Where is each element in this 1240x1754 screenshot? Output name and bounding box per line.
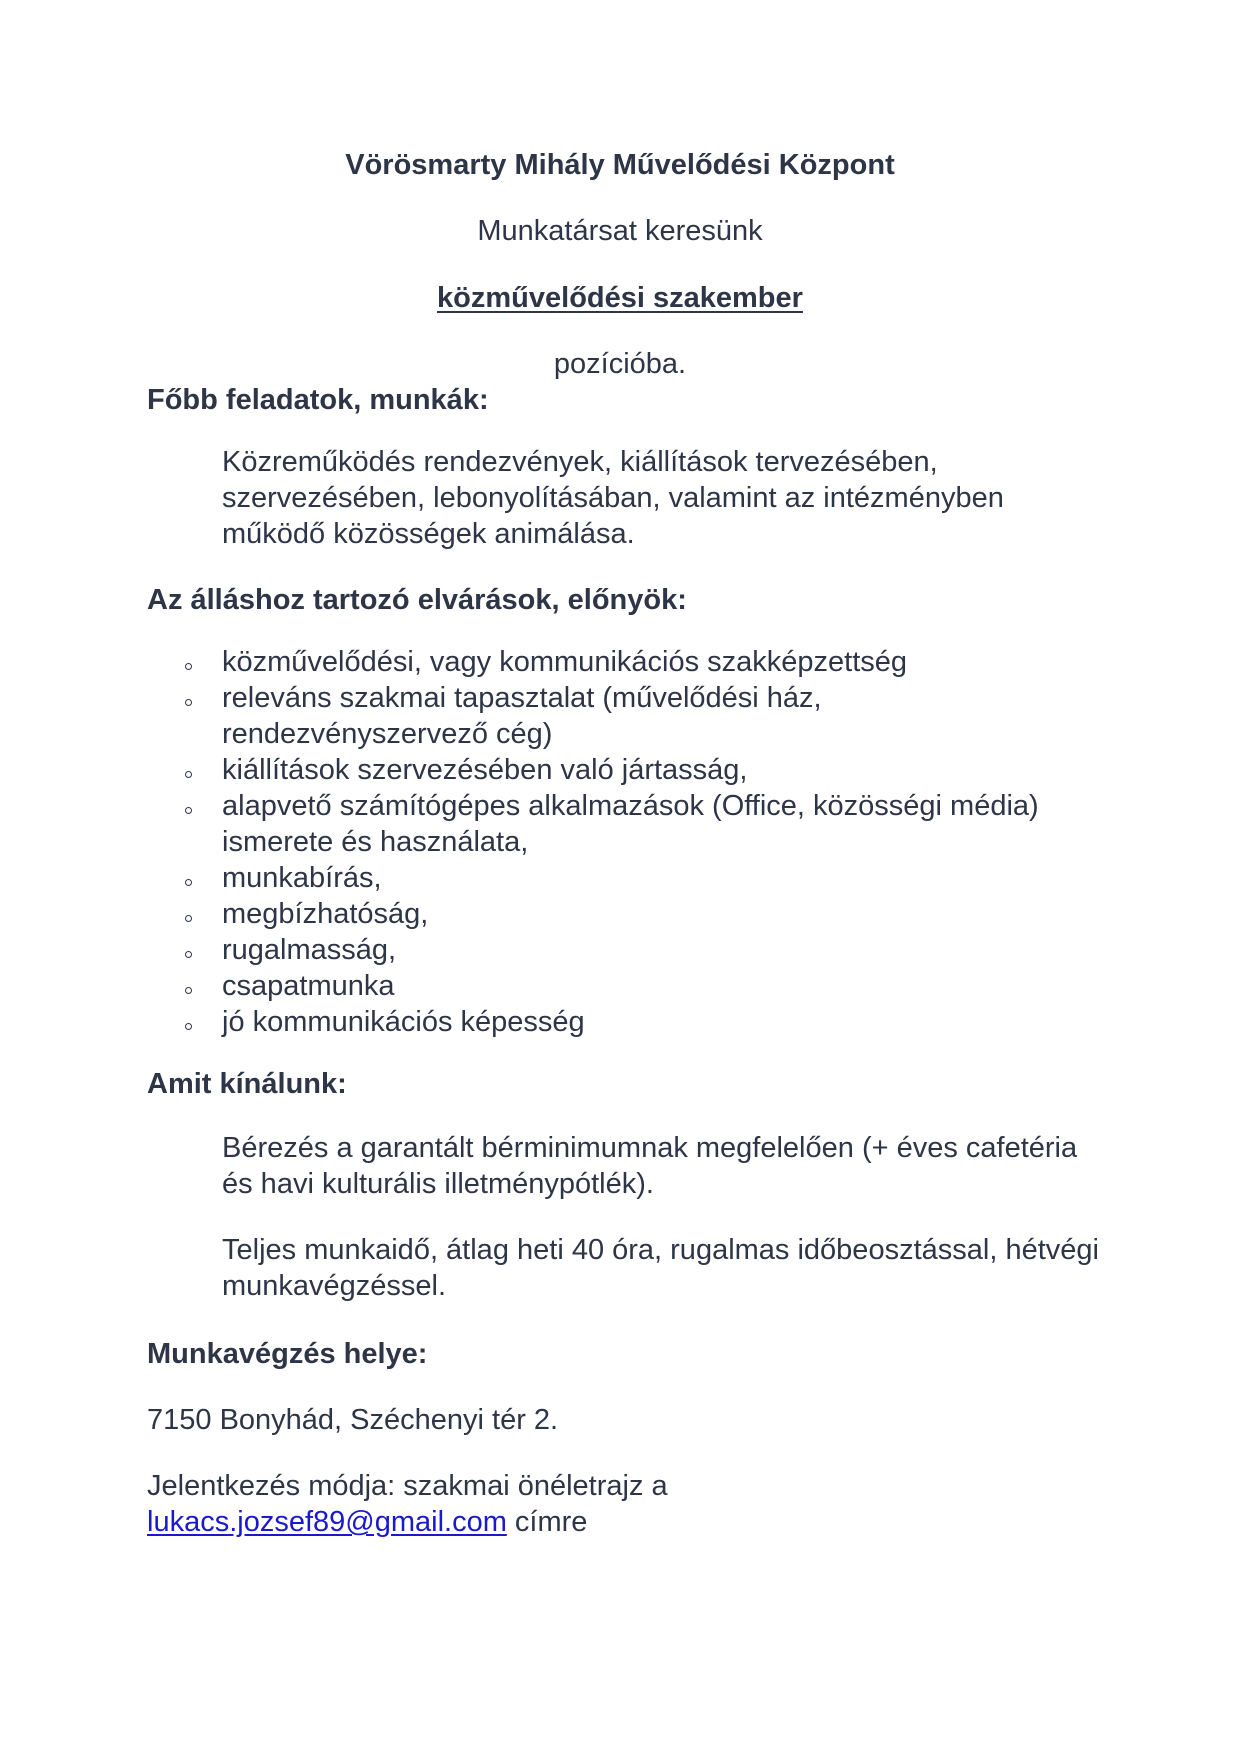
requirements-heading: Az álláshoz tartozó elvárások, előnyök: <box>147 584 687 616</box>
bullet-circle-icon <box>185 1023 192 1030</box>
location-address: 7150 Bonyhád, Széchenyi tér 2. <box>147 1404 559 1436</box>
list-item: megbízhatóság, <box>147 896 1087 932</box>
application-text <box>147 1468 767 1540</box>
bullet-circle-icon <box>185 771 192 778</box>
bullet-circle-icon <box>185 987 192 994</box>
position-title <box>0 280 1240 316</box>
bullet-circle-icon <box>185 879 192 886</box>
position-name: közművelődési szakember <box>437 282 803 314</box>
application-intro: Jelentkezés módja: szakmai önéletrajz a <box>147 1470 668 1502</box>
requirements-list <box>147 644 1087 1040</box>
bullet-circle-icon <box>185 951 192 958</box>
tasks-text: Közreműködés rendezvények, kiállítások tervezésében, szervezésében, lebonyolításában, valamint az intézményben működő közösségek animálása. <box>222 446 1004 550</box>
list-item: közművelődési, vagy kommunikációs szakképzettség <box>147 644 1087 680</box>
list-item: alapvető számítógépes alkalmazások (Office, közösségi média) ismerete és használata, <box>147 788 1087 860</box>
list-item: kiállítások szervezésében való jártasság, <box>147 752 1087 788</box>
list-item: csapatmunka <box>147 968 1087 1004</box>
list-item: jó kommunikációs képesség <box>147 1004 1087 1040</box>
email-link[interactable]: lukacs.jozsef89@gmail.com <box>147 1506 507 1538</box>
offer-paragraph-salary: Bérezés a garantált bérminimumnak megfelelően (+ éves cafetéria és havi kulturális illetménypótlék). <box>222 1132 1078 1200</box>
list-item: releváns szakmai tapasztalat (művelődési ház, rendezvényszervező cég) <box>147 680 1087 752</box>
bullet-circle-icon <box>185 663 192 670</box>
list-item: munkabírás, <box>147 860 1087 896</box>
bullet-circle-icon <box>185 699 192 706</box>
bullet-circle-icon <box>185 915 192 922</box>
bullet-circle-icon <box>185 807 192 814</box>
position-suffix: pozícióba. <box>553 348 687 380</box>
organization-title: Vörösmarty Mihály Művelődési Központ <box>345 149 895 181</box>
offer-paragraph-worktime: Teljes munkaidő, átlag heti 40 óra, rugalmas időbeosztással, hétvégi munkavégzéssel. <box>222 1234 1099 1302</box>
application-suffix: címre <box>514 1506 588 1538</box>
subtitle: Munkatársat keresünk <box>477 215 763 247</box>
tasks-heading: Főbb feladatok, munkák: <box>147 384 489 416</box>
list-item: rugalmasság, <box>147 932 1087 968</box>
location-heading: Munkavégzés helye: <box>147 1338 428 1370</box>
offer-heading: Amit kínálunk: <box>147 1068 347 1100</box>
